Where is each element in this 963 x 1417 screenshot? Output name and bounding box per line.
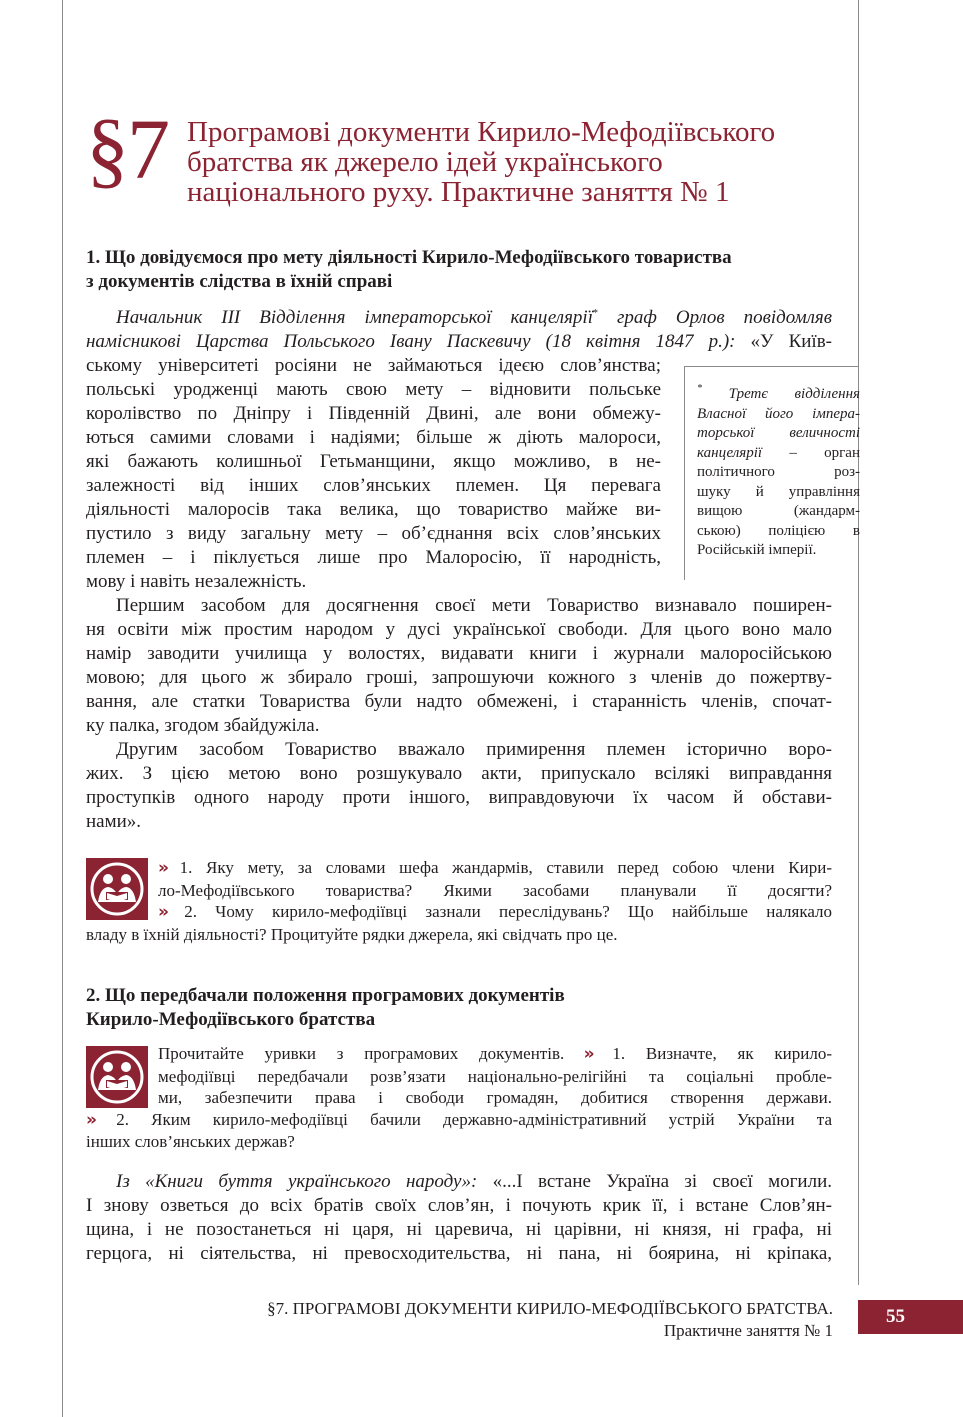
source-line: щина, і не позостанеться ні царя, ні царевича, ні царівни, ні князя, ні графа, ні	[86, 1219, 832, 1240]
part1-intro	[86, 306, 832, 354]
footer-line: §7. ПРОГРАМОВІ ДОКУМЕНТИ КИРИЛО-МЕФОДІЇВСЬКОГО БРАТСТВА.	[267, 1299, 833, 1318]
footnote-italic: канцелярії	[697, 444, 763, 461]
task-text: 2. Чому кирило-мефодіївці зазнали переслідувань? Що найбільше налякало	[165, 902, 832, 921]
running-footer	[267, 1298, 833, 1342]
footnote-line: політичного роз-	[697, 464, 860, 480]
footnote-italic: Третє відділення	[728, 386, 860, 402]
part1-quote	[86, 354, 661, 594]
section-title-line: національного руху. Практичне заняття № 1	[187, 176, 730, 208]
quote-start: «У Київ-	[735, 331, 833, 352]
intro-line	[86, 330, 832, 354]
source-text: «...І встане Україна зі своєї могили.	[477, 1171, 832, 1192]
part2-heading	[86, 984, 846, 1032]
intro-line	[86, 306, 832, 330]
double-chevron-right-icon: »	[158, 902, 166, 922]
footnote-line: шуку й управління	[697, 483, 860, 500]
quote-line: пустило з виду загальну мету – об’єднання всіх слов’янських	[86, 523, 661, 544]
task-text: Прочитайте уривки з програмових документів.	[158, 1044, 565, 1063]
footnote-marker: *	[592, 308, 598, 319]
task-line: ло-Мефодіївського товариства? Якими засобами планували її досягти?	[158, 880, 832, 900]
paragraph-line: намір заводити училища у волостях, видавати книги і журнали малоросійською	[86, 643, 832, 664]
heading-line: 2. Що передбачали положення програмових документів	[86, 985, 565, 1006]
footnote-line: торської величності	[697, 425, 860, 441]
task-text: 2. Яким кирило-мефодіївці бачили державно-адміністративний устрій України та	[93, 1109, 832, 1129]
source-line	[86, 1170, 832, 1194]
paragraph-line: жих. З цією метою воно розшукувало акти, припускало всілякі виправдання	[86, 763, 832, 784]
double-chevron-right-icon: »	[564, 1044, 592, 1064]
task-line: ми, забезпечити права і свободи громадян, добитися створення держави.	[158, 1088, 832, 1107]
paragraph-line: ня освіти між простим народом у дусі української свободи. Для цього воно мало	[86, 619, 832, 640]
footnote-line	[697, 444, 860, 464]
source-line: герцога, ні сіятельства, ні превосходительства, ні пана, ні боярина, ні кріпака,	[86, 1243, 832, 1264]
task-line: мефодіївці передбачали розв’язати національно-релігійні та соціальні пробле-	[158, 1066, 832, 1086]
footnote-marker: *	[697, 383, 702, 394]
footer-line: Практичне заняття № 1	[663, 1321, 833, 1340]
right-margin-rule	[858, 0, 859, 1285]
source-line: І знову озветься до всіх братів своїх слов’ян, і почують крик її, і встане Слов’ян-	[86, 1195, 832, 1216]
task-line: владу в їхній діяльності? Процитуйте рядки джерела, які свідчать про це.	[86, 924, 618, 944]
quote-line: діяльності малоросів така велика, що товариство майже ви-	[86, 499, 661, 520]
section-title	[187, 117, 847, 207]
paragraph-line: нами».	[86, 811, 142, 832]
intro-italic: намісникові Царства Польського Івану Паскевичу (18 квітня 1847 р.):	[86, 331, 736, 352]
footnote-line	[697, 385, 860, 405]
heading-line: 1. Що довідуємося про мету діяльності Кирило-Мефодіївського товариства	[86, 247, 732, 268]
part2-source	[86, 1170, 832, 1266]
task-line	[86, 901, 832, 924]
paragraph-line: вання, але статки Товариства були надто обмежені, і старанність членів, спочат-	[86, 691, 832, 712]
task-line	[86, 1109, 832, 1132]
quote-line: мову і навіть незалежність.	[86, 571, 307, 592]
source-title: Із «Книги буття українського народу»:	[116, 1171, 478, 1192]
quote-line: які бажають колишньої Гетьманщини, якщо можливо, в не-	[86, 451, 661, 472]
task-line: інших слов’янських держав?	[86, 1132, 295, 1151]
section-title-line: Програмові документи Кирило-Мефодіївського	[187, 116, 776, 148]
section-number: §7	[86, 101, 168, 197]
double-chevron-right-icon: »	[158, 858, 166, 878]
intro-italic: Начальник ІІІ Відділення імператорської канцелярії	[116, 307, 593, 328]
part1-paragraph-3	[86, 738, 832, 834]
quote-line: племен – і піклується лише про Малоросію, її народність,	[86, 547, 661, 568]
footnote-line: вищою (жандарм-	[697, 503, 860, 519]
task-line	[86, 1043, 832, 1066]
quote-line: польські уродженці мають свою мету – відновити польське	[86, 379, 661, 400]
quote-line: ському університеті росіяни не займаються ідеєю слов’янства;	[86, 355, 661, 376]
task-text: 1. Визначте, як кирило-	[591, 1044, 832, 1063]
paragraph-line: Першим засобом для досягнення своєї мети Товариство визнавало поширен-	[116, 595, 832, 616]
quote-line: ються самими словами і надіями; більше ж діють малороси,	[86, 427, 661, 448]
quote-line: залежності від інших слов’янських племен. Ця перевага	[86, 475, 661, 496]
footnote-line: ською) поліцією в	[697, 522, 860, 539]
heading-line: Кирило-Мефодіївського братства	[86, 1009, 376, 1030]
part1-task	[86, 857, 832, 945]
footnote	[697, 385, 860, 561]
task-text: 1. Яку мету, за словами шефа жандармів, ставили перед собою члени Кири-	[165, 858, 832, 877]
footnote-text: – орган	[762, 444, 860, 461]
section-title-line: братства як джерело ідей українського	[187, 146, 663, 178]
part1-heading	[86, 246, 846, 294]
intro-italic: граф Орлов повідомляв	[597, 307, 832, 328]
paragraph-line: Другим засобом Товариство вважало примирення племен історично воро-	[116, 739, 832, 760]
heading-line: з документів слідства в їхній справі	[86, 271, 393, 292]
left-margin-rule	[62, 0, 63, 1417]
part2-task	[86, 1043, 832, 1153]
paragraph-line: проступків одного народу проти іншого, виправдовуючи їх часом й обстави-	[86, 787, 832, 808]
double-chevron-right-icon: »	[86, 1109, 94, 1130]
task-line	[86, 857, 832, 880]
page-number: 55	[858, 1300, 963, 1334]
footnote-line: Власної його імпера-	[697, 405, 860, 422]
paragraph-line: мовою; для цього ж збирало гроші, запрошуючи кожного з членів до пожертву-	[86, 667, 832, 688]
quote-line: королівство по Дніпру і Південній Двині, але вони обмежу-	[86, 403, 661, 424]
footnote-line: Російській імперії.	[697, 542, 817, 558]
part1-paragraph-2	[86, 594, 832, 738]
paragraph-line: ку палка, згодом збайдужіла.	[86, 715, 320, 736]
